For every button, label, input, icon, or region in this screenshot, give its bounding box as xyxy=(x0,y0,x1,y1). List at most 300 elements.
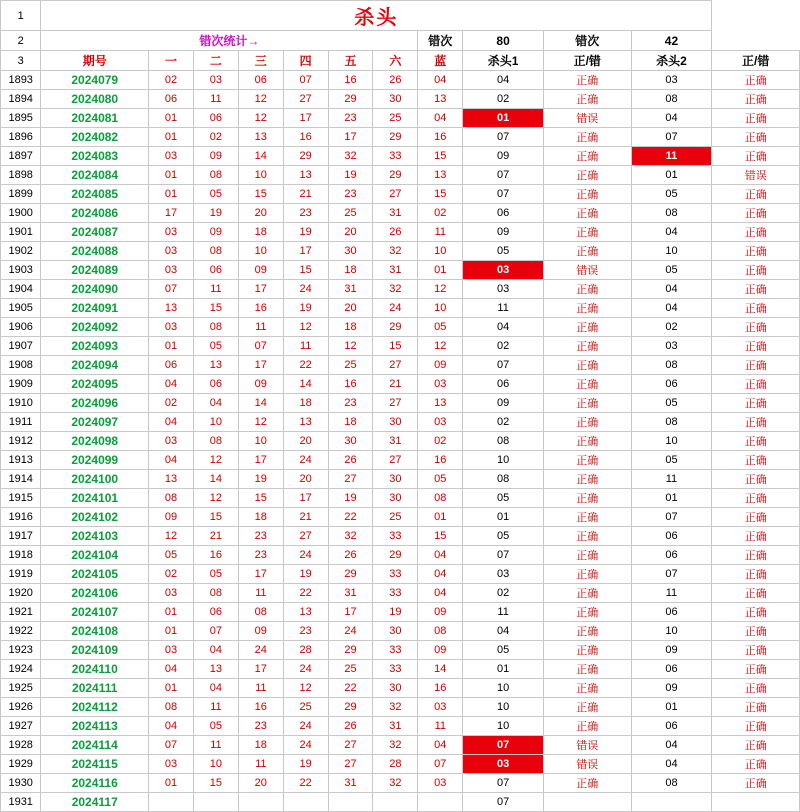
result-1 xyxy=(544,793,632,812)
blue-ball: 10 xyxy=(418,242,463,261)
ball-3: 16 xyxy=(238,698,283,717)
ball-1: 03 xyxy=(149,261,194,280)
ball-4: 12 xyxy=(283,318,328,337)
ball-2: 09 xyxy=(193,147,238,166)
row-number: 1901 xyxy=(1,223,41,242)
row-number: 1900 xyxy=(1,204,41,223)
result-2: 正确 xyxy=(712,375,800,394)
ball-5 xyxy=(328,793,373,812)
period-cell: 2024081 xyxy=(41,109,149,128)
kill-head-1: 09 xyxy=(463,147,544,166)
result-1: 正确 xyxy=(544,774,632,793)
ball-4: 22 xyxy=(283,584,328,603)
ball-2: 06 xyxy=(193,375,238,394)
table-row xyxy=(1,90,800,109)
ball-3: 11 xyxy=(238,755,283,774)
table-row xyxy=(1,508,800,527)
table-row xyxy=(1,318,800,337)
result-1: 正确 xyxy=(544,603,632,622)
blue-ball: 11 xyxy=(418,223,463,242)
result-2: 正确 xyxy=(712,223,800,242)
ball-2: 08 xyxy=(193,242,238,261)
ball-5: 31 xyxy=(328,584,373,603)
blue-ball: 01 xyxy=(418,508,463,527)
table-row xyxy=(1,546,800,565)
ball-5: 16 xyxy=(328,71,373,90)
period-cell: 2024102 xyxy=(41,508,149,527)
ball-4: 24 xyxy=(283,717,328,736)
row-number: 1906 xyxy=(1,318,41,337)
kill-head-2: 03 xyxy=(631,337,712,356)
period-cell: 2024084 xyxy=(41,166,149,185)
ball-1: 06 xyxy=(149,90,194,109)
result-1: 错误 xyxy=(544,755,632,774)
col-header-period: 期号 xyxy=(41,51,149,71)
result-1: 正确 xyxy=(544,641,632,660)
ball-5: 19 xyxy=(328,489,373,508)
result-2: 正确 xyxy=(712,261,800,280)
ball-1: 08 xyxy=(149,698,194,717)
ball-2: 19 xyxy=(193,204,238,223)
ball-1: 13 xyxy=(149,470,194,489)
ball-6: 29 xyxy=(373,546,418,565)
ball-5: 16 xyxy=(328,375,373,394)
kill-head-1: 01 xyxy=(463,109,544,128)
ball-2: 15 xyxy=(193,299,238,318)
ball-6: 31 xyxy=(373,717,418,736)
ball-2: 05 xyxy=(193,717,238,736)
ball-2: 08 xyxy=(193,584,238,603)
ball-4: 24 xyxy=(283,280,328,299)
result-2: 正确 xyxy=(712,204,800,223)
kill-head-1: 07 xyxy=(463,185,544,204)
ball-6 xyxy=(373,793,418,812)
kill-head-1: 02 xyxy=(463,413,544,432)
ball-3: 09 xyxy=(238,261,283,280)
ball-3: 20 xyxy=(238,774,283,793)
kill-head-2: 01 xyxy=(631,489,712,508)
ball-3: 18 xyxy=(238,508,283,527)
ball-3: 17 xyxy=(238,451,283,470)
row-number: 1895 xyxy=(1,109,41,128)
ball-1: 01 xyxy=(149,185,194,204)
period-cell: 2024111 xyxy=(41,679,149,698)
row-number: 1902 xyxy=(1,242,41,261)
kill-head-2: 04 xyxy=(631,736,712,755)
period-cell: 2024094 xyxy=(41,356,149,375)
kill-head-2: 10 xyxy=(631,432,712,451)
blue-ball: 09 xyxy=(418,641,463,660)
result-1: 正确 xyxy=(544,299,632,318)
row-number: 1914 xyxy=(1,470,41,489)
blue-ball: 03 xyxy=(418,774,463,793)
row-number: 1907 xyxy=(1,337,41,356)
table-row xyxy=(1,223,800,242)
ball-3: 23 xyxy=(238,717,283,736)
kill-head-1: 03 xyxy=(463,280,544,299)
table-row xyxy=(1,280,800,299)
kill-head-2: 07 xyxy=(631,508,712,527)
ball-3: 13 xyxy=(238,128,283,147)
ball-2: 13 xyxy=(193,356,238,375)
result-2: 正确 xyxy=(712,128,800,147)
result-2: 正确 xyxy=(712,71,800,90)
kill-head-2 xyxy=(631,793,712,812)
ball-5: 17 xyxy=(328,603,373,622)
ball-2: 09 xyxy=(193,223,238,242)
ball-6: 24 xyxy=(373,299,418,318)
blue-ball: 12 xyxy=(418,280,463,299)
result-1: 正确 xyxy=(544,432,632,451)
ball-6: 33 xyxy=(373,565,418,584)
cuoci-count-1: 80 xyxy=(463,31,544,51)
result-2: 正确 xyxy=(712,280,800,299)
ball-2: 06 xyxy=(193,109,238,128)
kill-head-1: 05 xyxy=(463,242,544,261)
result-1: 正确 xyxy=(544,280,632,299)
ball-2: 05 xyxy=(193,337,238,356)
row-number: 1898 xyxy=(1,166,41,185)
kill-head-1: 10 xyxy=(463,451,544,470)
ball-2: 05 xyxy=(193,565,238,584)
ball-2: 11 xyxy=(193,736,238,755)
ball-5: 29 xyxy=(328,90,373,109)
blue-ball: 02 xyxy=(418,204,463,223)
blue-ball: 03 xyxy=(418,698,463,717)
blue-ball: 05 xyxy=(418,470,463,489)
ball-6: 32 xyxy=(373,242,418,261)
ball-6: 25 xyxy=(373,109,418,128)
ball-2: 14 xyxy=(193,470,238,489)
ball-3: 17 xyxy=(238,356,283,375)
ball-3: 17 xyxy=(238,280,283,299)
ball-4: 27 xyxy=(283,90,328,109)
ball-3: 06 xyxy=(238,71,283,90)
kill-head-1: 03 xyxy=(463,755,544,774)
ball-5: 23 xyxy=(328,185,373,204)
result-2: 正确 xyxy=(712,755,800,774)
ball-3: 12 xyxy=(238,90,283,109)
ball-1: 17 xyxy=(149,204,194,223)
blue-ball: 03 xyxy=(418,375,463,394)
result-1: 正确 xyxy=(544,413,632,432)
table-row xyxy=(1,698,800,717)
ball-1: 03 xyxy=(149,147,194,166)
ball-4: 19 xyxy=(283,223,328,242)
kill-head-1: 07 xyxy=(463,793,544,812)
ball-1: 01 xyxy=(149,774,194,793)
kill-head-1: 01 xyxy=(463,508,544,527)
ball-3: 16 xyxy=(238,299,283,318)
kill-head-1: 06 xyxy=(463,375,544,394)
ball-3: 20 xyxy=(238,204,283,223)
result-1: 正确 xyxy=(544,204,632,223)
header-row xyxy=(1,51,800,71)
period-cell: 2024105 xyxy=(41,565,149,584)
cuoci-label-1: 错次 xyxy=(418,31,463,51)
period-cell: 2024079 xyxy=(41,71,149,90)
ball-5: 29 xyxy=(328,698,373,717)
kill-head-2: 04 xyxy=(631,755,712,774)
ball-6: 30 xyxy=(373,90,418,109)
kill-head-2: 04 xyxy=(631,223,712,242)
kill-head-1: 07 xyxy=(463,546,544,565)
result-1: 正确 xyxy=(544,622,632,641)
result-2: 正确 xyxy=(712,109,800,128)
blue-ball: 04 xyxy=(418,584,463,603)
blue-ball: 02 xyxy=(418,432,463,451)
ball-6: 32 xyxy=(373,736,418,755)
ball-2: 15 xyxy=(193,774,238,793)
kill-head-1: 04 xyxy=(463,71,544,90)
title-row xyxy=(1,1,800,31)
cuoci-label-2: 错次 xyxy=(544,31,632,51)
ball-6: 32 xyxy=(373,774,418,793)
blue-ball: 16 xyxy=(418,679,463,698)
kill-head-2: 03 xyxy=(631,71,712,90)
row-number: 1908 xyxy=(1,356,41,375)
ball-4: 24 xyxy=(283,546,328,565)
table-row xyxy=(1,660,800,679)
result-1: 正确 xyxy=(544,489,632,508)
ball-5: 25 xyxy=(328,660,373,679)
ball-6: 27 xyxy=(373,356,418,375)
ball-1: 01 xyxy=(149,679,194,698)
kill-head-2: 06 xyxy=(631,717,712,736)
row-number: 1925 xyxy=(1,679,41,698)
ball-5: 27 xyxy=(328,470,373,489)
row-number: 1913 xyxy=(1,451,41,470)
ball-4: 22 xyxy=(283,356,328,375)
ball-1 xyxy=(149,793,194,812)
ball-4: 21 xyxy=(283,185,328,204)
table-row xyxy=(1,128,800,147)
blue-ball: 04 xyxy=(418,546,463,565)
row-label-2: 2 xyxy=(1,31,41,51)
kill-head-1: 07 xyxy=(463,128,544,147)
kill-head-2: 04 xyxy=(631,109,712,128)
ball-3: 10 xyxy=(238,242,283,261)
result-2: 正确 xyxy=(712,90,800,109)
ball-4: 23 xyxy=(283,622,328,641)
ball-6: 30 xyxy=(373,470,418,489)
ball-1: 03 xyxy=(149,242,194,261)
period-cell: 2024086 xyxy=(41,204,149,223)
result-1: 正确 xyxy=(544,90,632,109)
ball-6: 25 xyxy=(373,508,418,527)
period-cell: 2024107 xyxy=(41,603,149,622)
col-header-b2: 二 xyxy=(193,51,238,71)
blue-ball: 15 xyxy=(418,185,463,204)
ball-4: 28 xyxy=(283,641,328,660)
blue-ball: 08 xyxy=(418,622,463,641)
period-cell: 2024112 xyxy=(41,698,149,717)
table-row xyxy=(1,71,800,90)
row-number: 1905 xyxy=(1,299,41,318)
kill-head-1: 03 xyxy=(463,261,544,280)
kill-head-2: 08 xyxy=(631,356,712,375)
row-number: 1929 xyxy=(1,755,41,774)
ball-1: 04 xyxy=(149,717,194,736)
table-row xyxy=(1,793,800,812)
result-2: 正确 xyxy=(712,432,800,451)
kill-head-1: 08 xyxy=(463,470,544,489)
kill-head-1: 11 xyxy=(463,299,544,318)
ball-6: 27 xyxy=(373,451,418,470)
row-number: 1893 xyxy=(1,71,41,90)
result-2: 正确 xyxy=(712,451,800,470)
ball-1: 04 xyxy=(149,451,194,470)
ball-6: 31 xyxy=(373,261,418,280)
ball-6: 26 xyxy=(373,71,418,90)
ball-1: 07 xyxy=(149,736,194,755)
ball-5: 27 xyxy=(328,755,373,774)
period-cell: 2024113 xyxy=(41,717,149,736)
result-1: 正确 xyxy=(544,527,632,546)
ball-2: 02 xyxy=(193,128,238,147)
ball-1: 03 xyxy=(149,584,194,603)
kill-head-2: 08 xyxy=(631,90,712,109)
period-cell: 2024098 xyxy=(41,432,149,451)
stat-row xyxy=(1,31,800,51)
table-row xyxy=(1,147,800,166)
kill-head-2: 11 xyxy=(631,584,712,603)
table-row xyxy=(1,603,800,622)
ball-6: 27 xyxy=(373,394,418,413)
ball-5: 30 xyxy=(328,432,373,451)
blue-ball: 10 xyxy=(418,299,463,318)
table-row xyxy=(1,204,800,223)
ball-2: 06 xyxy=(193,603,238,622)
ball-1: 04 xyxy=(149,375,194,394)
ball-1: 07 xyxy=(149,280,194,299)
ball-4: 25 xyxy=(283,698,328,717)
ball-1: 03 xyxy=(149,755,194,774)
ball-2: 04 xyxy=(193,641,238,660)
period-cell: 2024117 xyxy=(41,793,149,812)
row-number: 1926 xyxy=(1,698,41,717)
ball-4: 23 xyxy=(283,204,328,223)
blue-ball xyxy=(418,793,463,812)
row-number: 1918 xyxy=(1,546,41,565)
period-cell: 2024080 xyxy=(41,90,149,109)
ball-6: 19 xyxy=(373,603,418,622)
row-number: 1897 xyxy=(1,147,41,166)
ball-6: 30 xyxy=(373,679,418,698)
result-1: 正确 xyxy=(544,147,632,166)
blue-ball: 04 xyxy=(418,71,463,90)
ball-5: 20 xyxy=(328,299,373,318)
ball-4: 20 xyxy=(283,432,328,451)
result-1: 正确 xyxy=(544,717,632,736)
ball-5: 12 xyxy=(328,337,373,356)
ball-3: 12 xyxy=(238,109,283,128)
ball-3: 14 xyxy=(238,147,283,166)
ball-2: 11 xyxy=(193,698,238,717)
row-number: 1916 xyxy=(1,508,41,527)
ball-5: 24 xyxy=(328,622,373,641)
result-1: 正确 xyxy=(544,71,632,90)
result-2: 正确 xyxy=(712,508,800,527)
kill-head-1: 07 xyxy=(463,774,544,793)
result-2: 正确 xyxy=(712,679,800,698)
row-number: 1920 xyxy=(1,584,41,603)
ball-4: 13 xyxy=(283,166,328,185)
row-number: 1919 xyxy=(1,565,41,584)
table-row xyxy=(1,375,800,394)
kill-head-1: 05 xyxy=(463,489,544,508)
ball-2: 05 xyxy=(193,185,238,204)
period-cell: 2024114 xyxy=(41,736,149,755)
blue-ball: 13 xyxy=(418,394,463,413)
kill-head-1: 09 xyxy=(463,223,544,242)
ball-2: 04 xyxy=(193,679,238,698)
kill-head-1: 10 xyxy=(463,679,544,698)
ball-4: 24 xyxy=(283,660,328,679)
ball-6: 32 xyxy=(373,698,418,717)
kill-head-1: 04 xyxy=(463,622,544,641)
kill-head-1: 07 xyxy=(463,736,544,755)
row-number: 1924 xyxy=(1,660,41,679)
result-2: 正确 xyxy=(712,356,800,375)
table-body xyxy=(1,1,800,812)
ball-2: 08 xyxy=(193,432,238,451)
result-2: 正确 xyxy=(712,527,800,546)
period-cell: 2024089 xyxy=(41,261,149,280)
blue-ball: 13 xyxy=(418,166,463,185)
ball-2 xyxy=(193,793,238,812)
ball-1: 01 xyxy=(149,337,194,356)
kill-head-2: 08 xyxy=(631,204,712,223)
result-1: 正确 xyxy=(544,356,632,375)
kill-head-2: 10 xyxy=(631,622,712,641)
ball-5: 23 xyxy=(328,394,373,413)
row-number: 1915 xyxy=(1,489,41,508)
ball-2: 11 xyxy=(193,90,238,109)
ball-5: 30 xyxy=(328,242,373,261)
period-cell: 2024109 xyxy=(41,641,149,660)
ball-5: 31 xyxy=(328,774,373,793)
ball-1: 09 xyxy=(149,508,194,527)
ball-6: 33 xyxy=(373,641,418,660)
blue-ball: 15 xyxy=(418,147,463,166)
kill-head-1: 10 xyxy=(463,717,544,736)
col-header-blue: 蓝 xyxy=(418,51,463,71)
period-cell: 2024083 xyxy=(41,147,149,166)
result-2: 正确 xyxy=(712,185,800,204)
ball-6: 27 xyxy=(373,185,418,204)
ball-5: 29 xyxy=(328,565,373,584)
blue-ball: 04 xyxy=(418,565,463,584)
ball-1: 05 xyxy=(149,546,194,565)
ball-3: 10 xyxy=(238,432,283,451)
blue-ball: 03 xyxy=(418,413,463,432)
result-2: 正确 xyxy=(712,660,800,679)
ball-6: 31 xyxy=(373,432,418,451)
table-row xyxy=(1,622,800,641)
ball-5: 23 xyxy=(328,109,373,128)
table-row xyxy=(1,755,800,774)
period-cell: 2024099 xyxy=(41,451,149,470)
blue-ball: 12 xyxy=(418,337,463,356)
ball-1: 06 xyxy=(149,356,194,375)
period-cell: 2024110 xyxy=(41,660,149,679)
row-number: 1899 xyxy=(1,185,41,204)
result-2: 正确 xyxy=(712,242,800,261)
ball-1: 02 xyxy=(149,565,194,584)
ball-3: 18 xyxy=(238,736,283,755)
cuoci-count-2: 42 xyxy=(631,31,712,51)
